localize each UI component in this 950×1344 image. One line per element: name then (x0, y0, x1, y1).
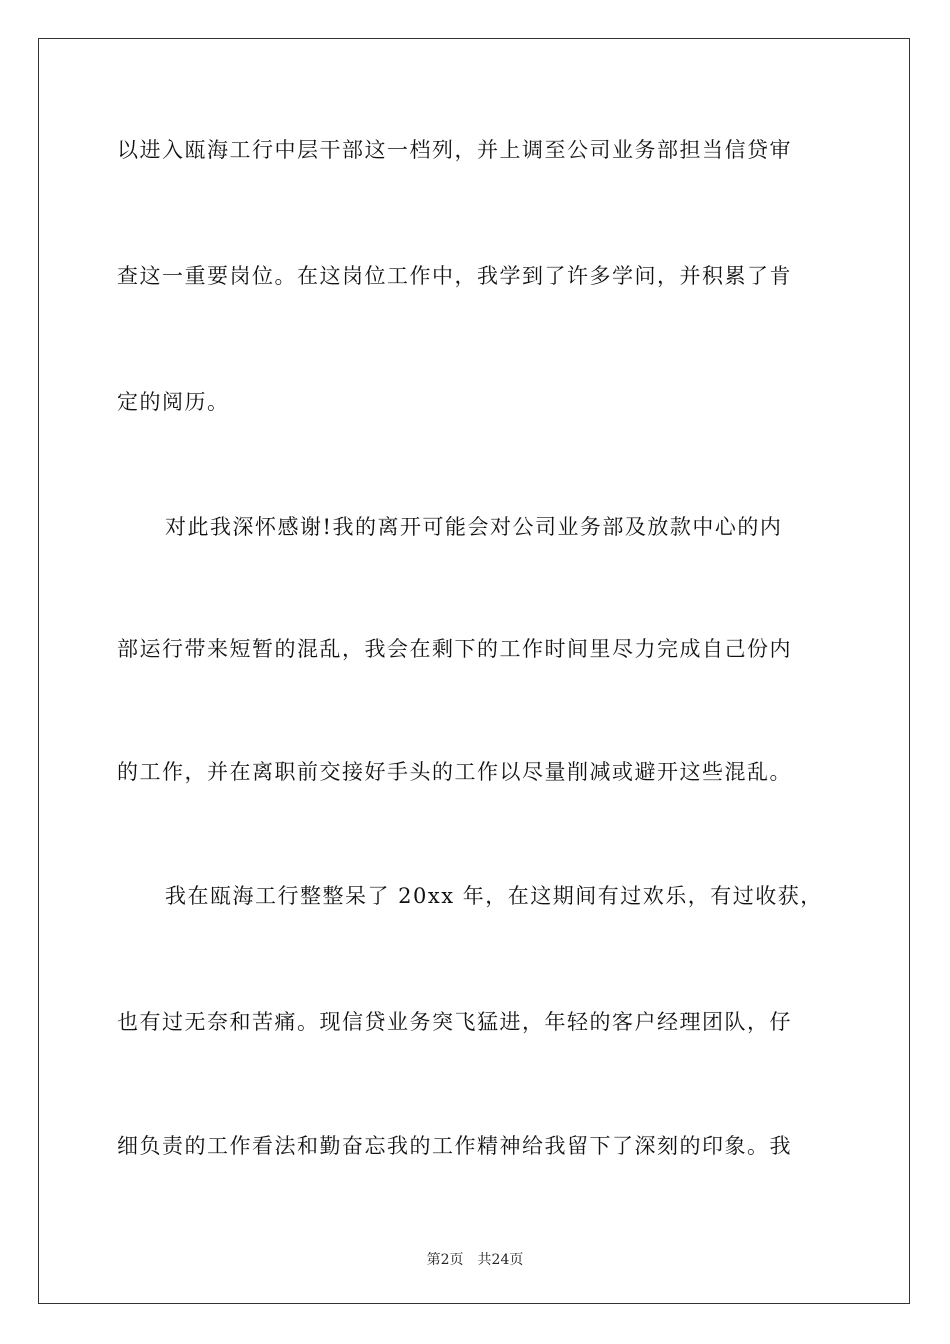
text-line: 以进入瓯海工行中层干部这一档列，并上调至公司业务部担当信贷审 (117, 138, 792, 162)
total-pages: 共24页 (477, 1252, 524, 1268)
text-line: 对此我深怀感谢!我的离开可能会对公司业务部及放款中心的内 (165, 515, 783, 539)
page-number: 第2页 (426, 1252, 464, 1268)
document-page (38, 38, 910, 1304)
text-line: 我在瓯海工行整整呆了 20xx 年，在这期间有过欢乐，有过收获， (165, 884, 823, 908)
page-footer (39, 1249, 911, 1269)
text-line: 定的阅历。 (117, 390, 230, 414)
text-line: 的工作，并在离职前交接好手头的工作以尽量削减或避开这些混乱。 (117, 760, 792, 784)
text-line: 细负责的工作看法和勤奋忘我的工作精神给我留下了深刻的印象。我 (117, 1134, 792, 1158)
text-line: 部运行带来短暂的混乱，我会在剩下的工作时间里尽力完成自己份内 (117, 637, 792, 661)
text-line: 也有过无奈和苦痛。现信贷业务突飞猛进，年轻的客户经理团队，仔 (117, 1010, 792, 1034)
text-line: 查这一重要岗位。在这岗位工作中，我学到了许多学问，并积累了肯 (117, 264, 792, 288)
